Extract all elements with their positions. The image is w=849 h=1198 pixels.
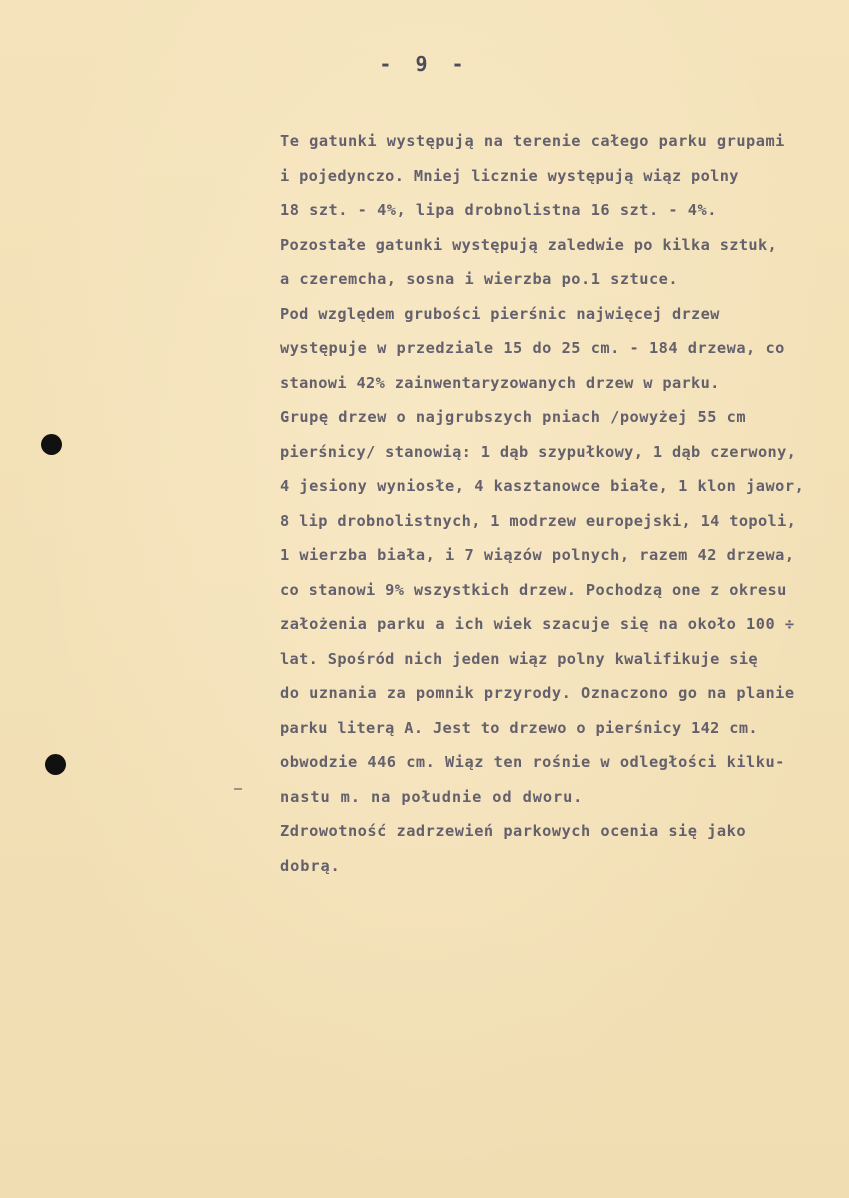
- ink-speck: [234, 788, 242, 790]
- page-number: - 9 -: [379, 52, 470, 76]
- text-line: nastu m. na południe od dworu.: [280, 787, 584, 806]
- text-line: 8 lip drobnolistnych, 1 modrzew europejski, 14 topoli,: [280, 511, 797, 530]
- body-text: [280, 124, 836, 883]
- text-line: 1 wierzba biała, i 7 wiązów polnych, razem 42 drzewa,: [280, 546, 795, 564]
- text-line: Pod względem grubości pierśnic najwięcej drzew: [280, 304, 720, 323]
- text-line: Pozostałe gatunki występują zaledwie po kilka sztuk,: [280, 235, 778, 254]
- text-line: Grupę drzew o najgrubszych pniach /powyżej 55 cm: [280, 408, 747, 426]
- text-line: 4 jesiony wyniosłe, 4 kasztanowce białe, 1 klon jawor,: [280, 477, 805, 495]
- text-line: dobrą.: [280, 856, 341, 875]
- text-line: lat. Spośród nich jeden wiąz polny kwalifikuje się: [280, 649, 758, 668]
- text-line: co stanowi 9% wszystkich drzew. Pochodzą one z okresu: [280, 580, 787, 599]
- punch-hole-top: [41, 434, 62, 455]
- text-line: założenia parku a ich wiek szacuje się na około 100 ÷: [280, 615, 795, 633]
- text-line: pierśnicy/ stanowią: 1 dąb szypułkowy, 1 dąb czerwony,: [280, 442, 797, 461]
- text-line: i pojedynczo. Mniej licznie występują wiąz polny: [280, 166, 739, 185]
- text-line: stanowi 42% zainwentaryzowanych drzew w parku.: [280, 373, 720, 392]
- text-line: Zdrowotność zadrzewień parkowych ocenia się jako: [280, 822, 747, 840]
- text-line: Te gatunki występują na terenie całego parku grupami: [280, 132, 785, 150]
- text-line: parku literą A. Jest to drzewo o pierśnicy 142 cm.: [280, 718, 758, 737]
- text-line: 18 szt. - 4%, lipa drobnolistna 16 szt. - 4%.: [280, 201, 717, 219]
- text-line: obwodzie 446 cm. Wiąz ten rośnie w odległości kilku-: [280, 753, 785, 771]
- text-line: do uznania za pomnik przyrody. Oznaczono go na planie: [280, 684, 795, 702]
- text-line: występuje w przedziale 15 do 25 cm. - 184 drzewa, co: [280, 339, 785, 357]
- text-line: a czeremcha, sosna i wierzba po.1 sztuce.: [280, 270, 679, 288]
- punch-hole-bottom: [45, 754, 66, 775]
